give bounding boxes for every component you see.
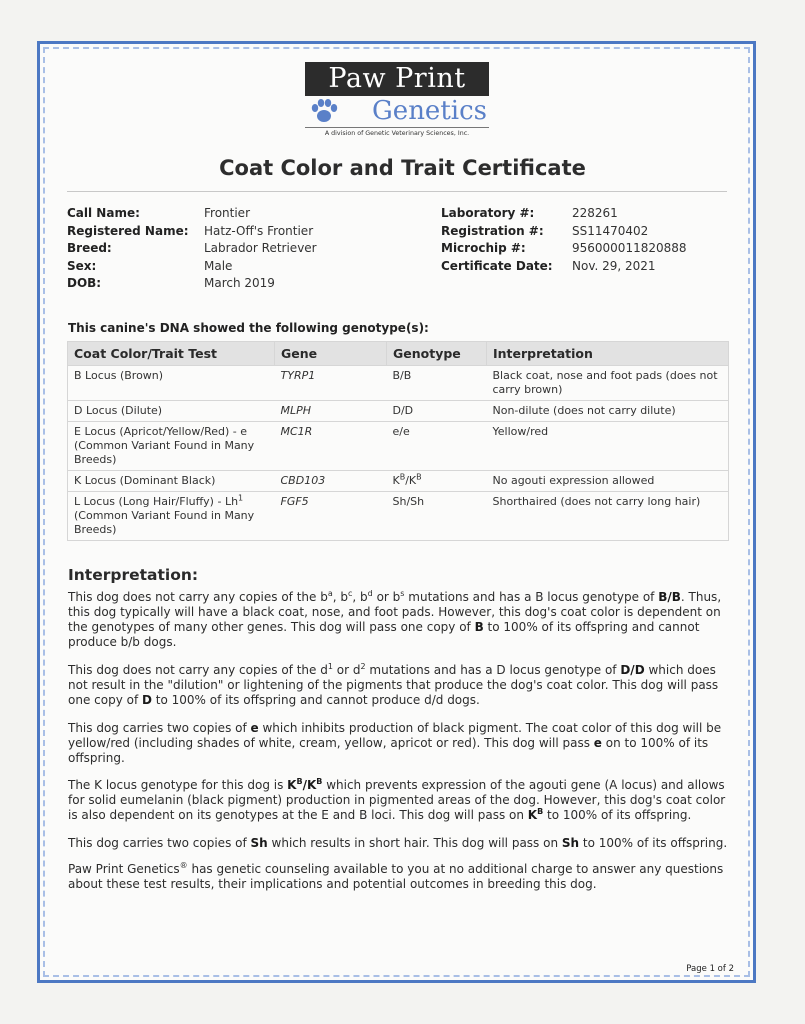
header-genotype: Genotype [387,342,487,366]
genotype-k: K [392,474,400,487]
header-interpretation: Interpretation [487,342,729,366]
cell-interpretation: Black coat, nose and foot pads (does not carry brown) [487,366,729,401]
cell-interpretation: Shorthaired (does not carry long hair) [487,492,729,541]
cell-gene: TYRP1 [275,366,387,401]
laboratory-value: 228261 [572,206,618,220]
test-rest: (Common Variant Found in Many Breeds) [74,509,255,536]
genotype-sup: B [399,472,406,482]
paw-icon [309,98,339,124]
microchip-label: Microchip #: [441,241,526,255]
interpretation-heading: Interpretation: [68,566,199,584]
header-gene: Gene [275,342,387,366]
call-name-value: Frontier [204,206,251,220]
genotype-slash: /K [405,474,417,487]
company-logo [305,62,489,137]
cell-gene: CBD103 [275,471,387,492]
paragraph-l-locus: This dog carries two copies of Sh which results in short hair. This dog will pass on Sh to 100% of its offspring. [68,836,728,850]
table-row [68,471,729,492]
table-row [68,422,729,471]
page-number: Page 1 of 2 [686,964,734,974]
cell-interpretation: Yellow/red [487,422,729,471]
registered-name-label: Registered Name: [67,223,189,238]
genotype-sup: B [416,472,422,482]
cell-test: K Locus (Dominant Black) [68,471,275,492]
test-main: L Locus (Long Hair/Fluffy) - Lh [74,495,239,508]
certificate-date-value: Nov. 29, 2021 [572,258,656,273]
table-header-row [68,342,729,366]
certificate-date-label: Certificate Date: [441,258,553,273]
paragraph-k-locus: The K locus genotype for this dog is $K^B/K^B$ which prevents expression of the agouti gene (A locus) and allows for solid eumelanin (black pigment) production in pigmented areas of the dog. However, this dog's coat color is also dependent on its genotypes at the E and B loci. This dog will pass on $K^B$ to 100% of its offspring. [68,777,726,822]
breed-value: Labrador Retriever [204,241,317,255]
table-row [68,366,729,401]
table-row [68,401,729,422]
dob-label: DOB: [67,276,102,290]
dog-values [204,205,317,293]
header-test: Coat Color/Trait Test [68,342,275,366]
dog-labels [67,205,189,293]
microchip-value: 956000011820888 [572,241,687,255]
sex-label: Sex: [67,258,97,273]
cell-interpretation: No agouti expression allowed [487,471,729,492]
cell-genotype: D/D [387,401,487,422]
logo-line2-wrap [305,96,489,126]
cell-gene: MC1R [275,422,387,471]
cell-test [68,492,275,541]
title-divider [67,191,727,192]
cell-genotype: Sh/Sh [387,492,487,541]
registration-value: SS11470402 [572,223,649,238]
logo-rule [305,127,489,128]
cell-test: D Locus (Dilute) [68,401,275,422]
laboratory-label: Laboratory #: [441,206,535,220]
call-name-label: Call Name: [67,206,140,220]
cell-gene: FGF5 [275,492,387,541]
paragraph-e-locus: This dog carries two copies of e which inhibits production of black pigment. The coat color of this dog will be yellow/red (including shades of white, cream, yellow, apricot or red). This dog will pass e on to 100% of its offspring. [68,721,722,765]
logo-line2: Genetics [372,96,487,126]
cell-genotype [387,471,487,492]
certificate-title: Coat Color and Trait Certificate [219,156,586,180]
lab-labels [441,205,553,275]
cell-test: B Locus (Brown) [68,366,275,401]
lab-values [572,205,687,275]
paragraph-d-locus: This dog does not carry any copies of the $d^1$ or $d^2$ mutations and has a D locus genotype of D/D which does not result in the "dilution" or lightening of the pigments that produce the dog's coat color. This dog will pass one copy of D to 100% of its offspring and cannot produce d/d dogs. [68,662,719,707]
breed-label: Breed: [67,241,112,255]
cell-test: E Locus (Apricot/Yellow/Red) - e (Common Variant Found in Many Breeds) [68,422,275,471]
dob-value: March 2019 [204,276,275,290]
cell-genotype: B/B [387,366,487,401]
cell-gene: MLPH [275,401,387,422]
logo-line1: Paw Print [305,62,489,96]
cell-interpretation: Non-dilute (does not carry dilute) [487,401,729,422]
genotype-table [67,341,729,541]
cell-genotype: e/e [387,422,487,471]
table-intro: This canine's DNA showed the following genotype(s): [68,321,429,335]
table-row [68,492,729,541]
paragraph-counseling: Paw Print Genetics® has genetic counseling available to you at no additional charge to answer any questions about these test results, their implications and potential outcomes in breeding this dog. [68,861,724,891]
registration-label: Registration #: [441,223,544,238]
test-sup: 1 [238,493,244,503]
sex-value: Male [204,258,233,273]
logo-tagline: A division of Genetic Veterinary Sciences, Inc. [324,130,470,137]
paragraph-b-locus: This dog does not carry any copies of the $b^a$, $b^c$, $b^d$ or $b^s$ mutations and has a B locus genotype of B/B. Thus, this dog typically will have a black coat, nose, and foot pads. However, this dog's coat color is dependent on the genotypes of many other genes. This dog will pass one copy of B to 100% of its offspring and cannot produce b/b dogs. [68,589,722,649]
registered-name-value: Hatz-Off's Frontier [204,223,314,238]
